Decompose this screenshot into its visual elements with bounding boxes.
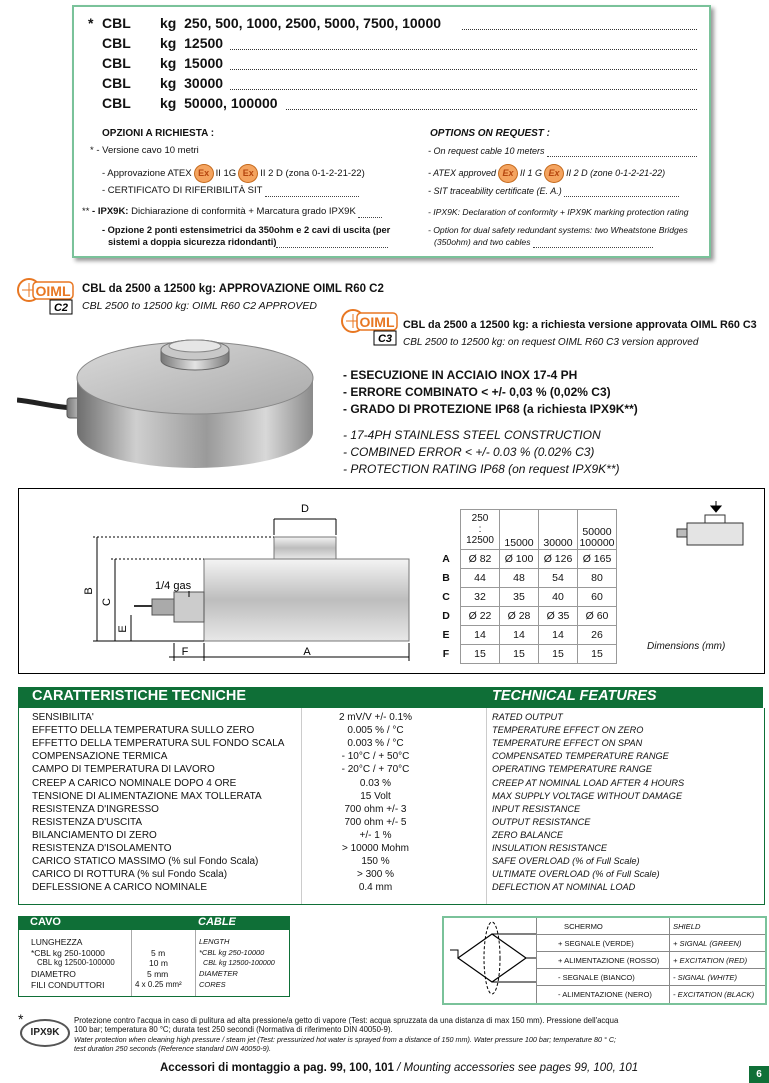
dimension-drawing [19, 489, 429, 673]
option-sit-en: - SIT traceability certificate (E. A.) [428, 186, 562, 196]
model-name: CBL [102, 55, 131, 71]
tech-item-en: RATED OUTPUT [492, 712, 563, 722]
atex-category-2-en: II 2 D (zone 0-1-2-21-22) [566, 167, 666, 178]
oiml-c2-subtitle: CBL 2500 to 12500 kg: OIML R60 C2 APPROVED [82, 300, 318, 312]
tech-value: +/- 1 % [359, 829, 392, 841]
oiml-c3-title: CBL da 2500 a 12500 kg: a richiesta versione approvata OIML R60 C3 [403, 319, 757, 331]
option-ipx-en: - IPX9K: Declaration of conformity + IPX9K marking protection rating [428, 207, 689, 217]
tech-item-en: INSULATION RESISTANCE [492, 843, 608, 853]
dim-row-label: E [442, 629, 450, 641]
tech-item-it: CAMPO DI TEMPERATURA DI LAVORO [32, 764, 215, 776]
page-number: 6 [749, 1066, 769, 1083]
ipx-note-en-2: test duration 250 seconds (Reference standard DIN 40050-9). [74, 1044, 271, 1053]
model-unit: kg [160, 15, 177, 31]
feature-it: - ESECUZIONE IN ACCIAIO INOX 17-4 PH [343, 368, 578, 382]
gas-label: 1/4 gas [155, 580, 192, 592]
dim-row-label: F [442, 648, 450, 660]
cable-title-it: CAVO [30, 916, 61, 928]
option-atex-it: - Approvazione ATEX [102, 168, 192, 180]
model-row [74, 95, 705, 113]
dim-row [432, 569, 617, 588]
dim-cell: 44 [461, 569, 500, 588]
option-ipx-it: Dichiarazione di conformità + Marcatura grado IPX9K [131, 206, 356, 217]
tech-item-it: EFFETTO DELLA TEMPERATURA SULLO ZERO [32, 725, 255, 737]
wiring-panel [442, 916, 767, 1005]
tech-value: 0.003 % / °C [347, 738, 404, 750]
ipx-note-it-1: Protezione contro l'acqua in caso di pulitura ad alta pressione/a getto di vapore (Test: acqua spruzzata da una distanza di max 150 mm). Pressione dell'acqua [74, 1016, 619, 1025]
cable-cores-label: FILI CONDUTTORI [31, 980, 105, 990]
model-name: CBL [102, 95, 131, 111]
tech-item-it: SENSIBILITA' [32, 712, 94, 723]
dim-cell: 48 [500, 569, 539, 588]
dim-cell: 14 [539, 626, 578, 645]
tech-value: 2 mV/V +/- 0.1% [338, 712, 413, 723]
model-capacities: 12500 [184, 35, 224, 51]
dimensions-caption: Dimensions (mm) [647, 641, 726, 652]
option-ipx-label: - IPX9K: [92, 206, 129, 217]
dimensions-table [432, 509, 617, 664]
cable-title-en: CABLE [198, 916, 236, 928]
model-row [74, 75, 705, 93]
model-capacities: 50000, 100000 [184, 95, 278, 111]
cable-header [18, 916, 290, 930]
option-atex-en: - ATEX approved [428, 167, 497, 178]
model-capacities: 15000 [184, 55, 224, 71]
tech-item-en: ULTIMATE OVERLOAD (% of Full Scale) [492, 869, 660, 880]
tech-value: 15 Volt [360, 790, 391, 802]
leader-dots [462, 21, 697, 30]
tech-value: 0.4 mm [358, 882, 393, 894]
tech-row [18, 778, 763, 791]
cable-cores-label-en: CORES [199, 980, 226, 989]
wire-label-it: - SEGNALE (BIANCO) [558, 973, 635, 982]
tech-item-en: MAX SUPPLY VOLTAGE WITHOUT DAMAGE [492, 790, 683, 801]
dim-cell: Ø 165 [578, 550, 617, 569]
model-name: CBL [102, 75, 131, 91]
atex-ex-icon: Ex [238, 164, 258, 183]
dim-cell: 35 [500, 588, 539, 607]
atex-ex-icon: Ex [544, 164, 564, 183]
tech-value: 0.03 % [359, 777, 392, 789]
accessories-note [160, 1062, 638, 1074]
tech-item-en: COMPENSATED TEMPERATURE RANGE [492, 751, 669, 762]
model-name: CBL [102, 15, 131, 31]
feature-en: - 17-4PH STAINLESS STEEL CONSTRUCTION [343, 428, 601, 442]
dimensions-panel [18, 488, 765, 674]
option-sit-it: - CERTIFICATO DI RIFERIBILITÀ SIT [102, 185, 263, 196]
dim-cell: 80 [578, 569, 617, 588]
oiml-logo-text: OIML [35, 283, 71, 299]
model-name: CBL [102, 35, 131, 51]
star-mark: * [90, 145, 97, 156]
feature-en: - COMBINED ERROR < +/- 0.03 % (0.02% C3) [343, 445, 595, 459]
options-title-en: OPTIONS ON REQUEST : [430, 128, 551, 139]
dim-label-f: F [181, 646, 189, 658]
dim-row-label: B [442, 572, 450, 584]
feature-it: - GRADO DI PROTEZIONE IP68 (a richiesta IPX9K**) [343, 402, 638, 416]
tech-value: 150 % [361, 856, 390, 868]
wire-label-en: - SIGNAL (WHITE) [673, 973, 737, 982]
dim-row [432, 550, 617, 569]
wire-label-en: SHIELD [673, 922, 701, 931]
tech-value: 0.005 % / °C [347, 725, 404, 737]
cable-model-2: CBL kg 12500-100000 [37, 958, 115, 967]
option-dual-it-2: sistemi a doppia sicurezza ridondanti) [108, 237, 277, 247]
tech-item-it: TENSIONE DI ALIMENTAZIONE MAX TOLLERATA [32, 790, 262, 802]
cable-model-2-en: CBL kg 12500-100000 [203, 958, 275, 967]
model-unit: kg [160, 75, 177, 91]
dim-cell: 15 [500, 645, 539, 664]
wire-label-it: - ALIMENTAZIONE (NERO) [558, 990, 652, 999]
leader-dots [230, 81, 697, 90]
tech-item-en: CREEP AT NOMINAL LOAD AFTER 4 HOURS [492, 777, 685, 788]
tech-row [18, 856, 763, 869]
tech-item-en: DEFLECTION AT NOMINAL LOAD [492, 882, 636, 893]
cable-model-1: *CBL kg 250-10000 [31, 948, 105, 958]
dim-row-label: A [442, 553, 450, 565]
cable-diameter: 5 mm [147, 969, 169, 979]
feature-en: - PROTECTION RATING IP68 (on request IPX9K**) [343, 462, 620, 476]
model-capacities: 30000 [184, 75, 224, 91]
options-title-it: OPZIONI A RICHIESTA : [102, 128, 215, 139]
tech-item-it: RESISTENZA D'ISOLAMENTO [32, 843, 172, 854]
tech-item-it: COMPENSAZIONE TERMICA [32, 751, 168, 763]
dim-label-b: B [83, 587, 95, 595]
model-row [74, 35, 705, 53]
tech-row [18, 830, 763, 843]
dim-row [432, 626, 617, 645]
atex-category-1: II 1G [215, 168, 237, 180]
tech-item-en: ZERO BALANCE [492, 829, 563, 840]
dim-col-header: 15000 [500, 510, 539, 550]
tech-row [18, 712, 763, 725]
oiml-class: C2 [53, 302, 69, 314]
cable-model-1-en: *CBL kg 250-10000 [199, 948, 265, 957]
tech-value: - 20°C / + 70°C [341, 764, 410, 776]
tech-value: > 300 % [357, 869, 394, 881]
tech-item-en: TEMPERATURE EFFECT ON SPAN [492, 738, 643, 749]
star-mark: ** [82, 206, 93, 217]
dim-cell: Ø 28 [500, 607, 539, 626]
dim-label-e: E [117, 625, 129, 633]
dim-label-a: A [303, 646, 311, 658]
wire-label-en: + SIGNAL (GREEN) [673, 939, 742, 948]
model-unit: kg [160, 35, 177, 51]
models-box [72, 5, 711, 258]
model-capacities: 250, 500, 1000, 2500, 5000, 7500, 10000 [184, 15, 442, 31]
atex-category-2: II 2 D (zona 0-1-2-21-22) [260, 168, 365, 180]
dim-row [432, 607, 617, 626]
tech-row [18, 817, 763, 830]
tech-row [18, 882, 763, 895]
option-dual-en-2: (350ohm) and two cables [434, 237, 531, 247]
tech-row [18, 791, 763, 804]
oiml-class: C3 [377, 333, 393, 345]
star-mark: * [88, 15, 94, 31]
atex-ex-icon: Ex [498, 164, 518, 183]
wire-label-it: + SEGNALE (VERDE) [558, 939, 634, 948]
dim-cell: 14 [500, 626, 539, 645]
tech-title-it: CARATTERISTICHE TECNICHE [32, 688, 247, 704]
accessories-it: Accessori di montaggio a pag. 99, 100, 101 [160, 1062, 394, 1074]
dim-cell: Ø 100 [500, 550, 539, 569]
dim-cell: 60 [578, 588, 617, 607]
dim-cell: Ø 82 [461, 550, 500, 569]
dim-label-c: C [101, 598, 113, 606]
wire-label-en: - EXCITATION (BLACK) [673, 990, 755, 999]
dim-cell: 15 [578, 645, 617, 664]
dim-label-d: D [301, 503, 309, 515]
tech-item-en: OPERATING TEMPERATURE RANGE [492, 764, 652, 775]
atex-category-1-en: II 1 G [520, 167, 543, 178]
leader-dots [230, 41, 697, 50]
tech-item-it: CARICO STATICO MASSIMO (% sul Fondo Scala) [32, 856, 259, 868]
model-row [74, 15, 705, 33]
tech-row [18, 764, 763, 777]
tech-row [18, 725, 763, 738]
tech-item-it: BILANCIAMENTO DI ZERO [32, 829, 157, 841]
wire-label-en: + EXCITATION (RED) [673, 956, 748, 965]
tech-item-en: OUTPUT RESISTANCE [492, 816, 591, 827]
tech-item-en: INPUT RESISTANCE [492, 803, 581, 814]
oiml-c2-title: CBL da 2500 a 12500 kg: APPROVAZIONE OIML R60 C2 [82, 283, 384, 295]
tech-title-en: TECHNICAL FEATURES [492, 688, 657, 704]
feature-it: - ERRORE COMBINATO < +/- 0,03 % (0,02% C3) [343, 385, 611, 399]
load-direction-diagram [659, 499, 749, 547]
tech-item-it: RESISTENZA D'INGRESSO [32, 803, 159, 815]
leader-dots [230, 61, 697, 70]
oiml-c3-logo [340, 307, 398, 347]
wheatstone-bridge-diagram [444, 918, 536, 1003]
tech-value: > 10000 Mohm [342, 843, 409, 854]
option-cable-en: - On request cable 10 meters [428, 146, 545, 156]
cable-length-label-en: LENGTH [199, 937, 230, 946]
option-dual-it-1: - Opzione 2 ponti estensimetrici da 350ohm e 2 cavi di uscita (per [102, 225, 391, 235]
cable-diameter-label: DIAMETRO [31, 969, 76, 979]
dim-cell: 14 [461, 626, 500, 645]
oiml-logo-text: OIML [359, 314, 395, 330]
model-unit: kg [160, 95, 177, 111]
ipx9k-logo: IPX9K [20, 1019, 70, 1047]
tech-row [18, 751, 763, 764]
wire-label-it: + ALIMENTAZIONE (ROSSO) [558, 956, 660, 965]
tech-row [18, 738, 763, 751]
tech-row [18, 804, 763, 817]
tech-item-en: SAFE OVERLOAD (% of Full Scale) [492, 856, 640, 867]
cable-length-2: 10 m [149, 958, 168, 968]
tech-item-it: CREEP A CARICO NOMINALE DOPO 4 ORE [32, 777, 237, 789]
ipx-note-en-1: Water protection when cleaning high pressure / steam jet (Test: pressurized hot water is sprayed from a distance of 150 mm). Water pressure 100 bar; temperature 80 ° C; [74, 1035, 617, 1044]
dim-cell: 54 [539, 569, 578, 588]
dim-row-label: C [442, 591, 450, 603]
dim-col-header: 30000 [539, 510, 578, 550]
dim-col-header: 50000 100000 [578, 510, 617, 550]
tech-row [18, 869, 763, 882]
option-dual-en-1: - Option for dual safety redundant systems: two Wheatstone Bridges [428, 225, 688, 235]
accessories-en: / Mounting accessories see pages 99, 100, 101 [393, 1062, 639, 1074]
oiml-c2-logo [16, 276, 74, 316]
option-cable-it: - Versione cavo 10 metri [96, 145, 199, 156]
dim-cell: 40 [539, 588, 578, 607]
dim-cell: Ø 22 [461, 607, 500, 626]
tech-item-en: TEMPERATURE EFFECT ON ZERO [492, 725, 644, 736]
tech-header [18, 687, 763, 708]
dim-row [432, 645, 617, 664]
cable-length-1: 5 m [151, 948, 166, 958]
leader-dots [286, 101, 697, 110]
tech-value: - 10°C / + 50°C [341, 751, 410, 763]
atex-ex-icon: Ex [194, 164, 214, 183]
dim-cell: 26 [578, 626, 617, 645]
model-row [74, 55, 705, 73]
tech-value: 700 ohm +/- 3 [344, 803, 407, 815]
footnote-star: * [18, 1011, 24, 1027]
product-photo [17, 320, 325, 486]
dim-row [432, 588, 617, 607]
cable-cores: 4 x 0.25 mm² [135, 980, 182, 989]
model-unit: kg [160, 55, 177, 71]
dim-cell: 15 [539, 645, 578, 664]
dim-row-label: D [442, 610, 450, 622]
dim-cell: 32 [461, 588, 500, 607]
cable-length-label: LUNGHEZZA [31, 937, 83, 947]
oiml-c3-subtitle: CBL 2500 to 12500 kg: on request OIML R60 C3 version approved [403, 337, 699, 348]
dim-cell: Ø 35 [539, 607, 578, 626]
tech-item-it: CARICO DI ROTTURA (% sul Fondo Scala) [32, 869, 228, 881]
dim-col-header: 250 : 12500 [461, 510, 500, 550]
tech-item-it: DEFLESSIONE A CARICO NOMINALE [32, 882, 208, 894]
ipx-note-it-2: 100 bar; temperatura 80 °C; durata test 250 secondi (Normativa di riferimento DIN 40050-9). [74, 1025, 393, 1034]
dim-cell: Ø 126 [539, 550, 578, 569]
tech-item-it: EFFETTO DELLA TEMPERATURA SUL FONDO SCALA [32, 738, 285, 750]
cable-table [18, 930, 290, 997]
tech-row [18, 843, 763, 856]
wire-label-it: SCHERMO [564, 922, 603, 931]
dim-cell: Ø 60 [578, 607, 617, 626]
tech-value: 700 ohm +/- 5 [344, 816, 407, 828]
cable-diameter-label-en: DIAMETER [199, 969, 238, 978]
tech-item-it: RESISTENZA D'USCITA [32, 816, 143, 828]
dim-cell: 15 [461, 645, 500, 664]
